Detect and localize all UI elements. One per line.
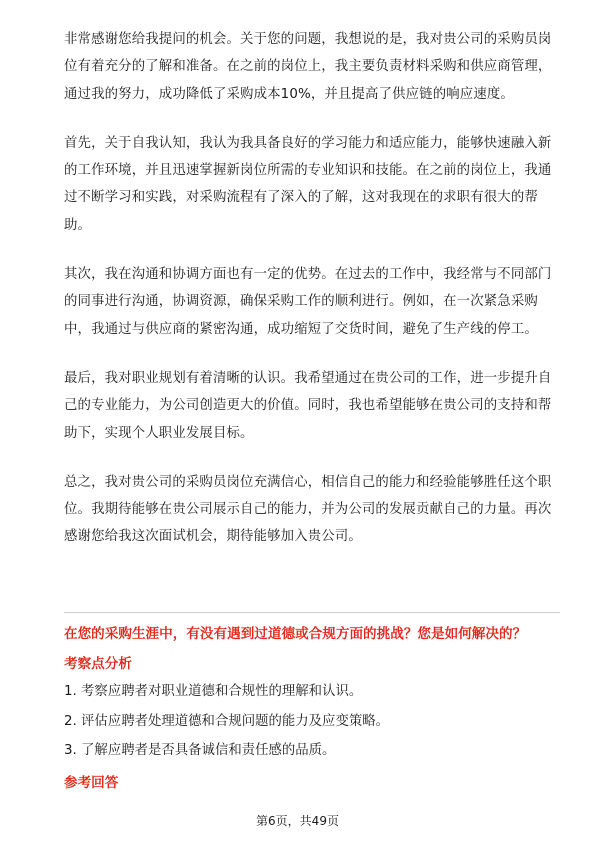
paragraph-conclusion [64,469,560,551]
text-line: 过不断学习和实践，对采购流程有了深入的了解，这对我现在的求职有很大的帮 [64,190,538,206]
text-line: 位有着充分的了解和准备。在之前的岗位上，我主要负责材料采购和供应商管理， [64,59,552,75]
list-item: 2. 评估应聘者处理道德和合规问题的能力及应变策略。 [64,713,390,729]
text-line: 最后，我对职业规划有着清晰的认识。我希望通过在贵公司的工作，进一步提升自 [64,370,552,386]
paragraph-communication [64,261,560,343]
text-line: 的工作环境，并且迅速掌握新岗位所需的专业知识和技能。在之前的岗位上，我通 [64,163,552,179]
answer-body [64,26,560,573]
text-line: 通过我的努力，成功降低了采购成本10%，并且提高了供应链的响应速度。 [64,86,514,102]
text-line: 总之，我对贵公司的采购员岗位充满信心，相信自己的能力和经验能够胜任这个职 [64,474,552,490]
interview-question: 在您的采购生涯中，有没有遇到过道德或合规方面的挑战？您是如何解决的？ [64,626,527,642]
list-item: 1. 考察应聘者对职业道德和合规性的理解和认识。 [64,684,363,699]
text-line: 助。 [64,217,92,233]
text-line: 助下，实现个人职业发展目标。 [64,425,254,441]
analysis-heading: 考察点分析 [64,656,132,672]
section-divider [64,612,560,613]
text-line: 中，我通过与供应商的紧密沟通，成功缩短了交货时间，避免了生产线的停工。 [64,321,538,337]
page-number: 第6页，共49页 [256,814,339,828]
paragraph-self-awareness [64,130,560,239]
text-line: 己的专业能力，为公司创造更大的价值。同时，我也希望能够在贵公司的支持和帮 [64,398,552,414]
text-line: 位。我期待能够在贵公司展示自己的能力，并为公司的发展贡献自己的力量。再次 [64,502,552,518]
reference-answer-heading: 参考回答 [64,775,119,791]
text-line: 非常感谢您给我提问的机会。关于您的问题，我想说的是，我对贵公司的采购员岗 [64,32,552,47]
list-item: 3. 了解应聘者是否具备诚信和责任感的品质。 [64,743,336,758]
text-line: 首先，关于自我认知，我认为我具备良好的学习能力和适应能力，能够快速融入新 [64,135,552,151]
paragraph-intro [64,26,560,108]
text-line: 其次，我在沟通和协调方面也有一定的优势。在过去的工作中，我经常与不同部门 [64,267,552,283]
text-line: 的同事进行沟通，协调资源，确保采购工作的顺利进行。例如，在一次紧急采购 [64,294,538,310]
analysis-list [64,678,560,767]
paragraph-career-plan [64,365,560,447]
text-line: 感谢您给我这次面试机会，期待能够加入贵公司。 [64,529,362,545]
